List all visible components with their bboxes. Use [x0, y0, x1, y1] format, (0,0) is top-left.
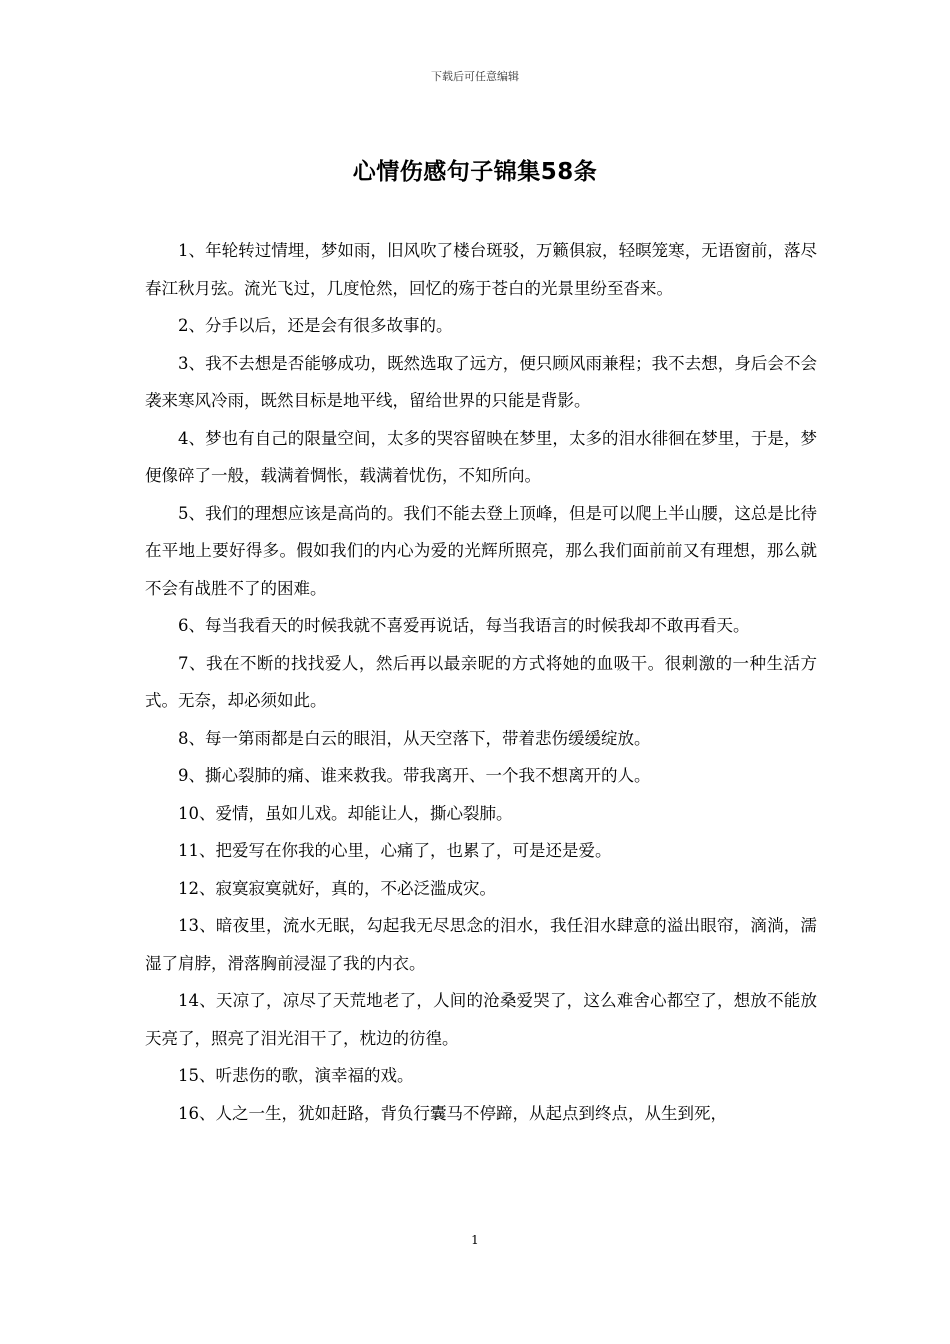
page-number: 1	[471, 1233, 479, 1247]
header-note: 下载后可任意编辑	[431, 70, 519, 83]
paragraph-11: 11、把爱写在你我的心里，心痛了，也累了，可是还是爱。	[178, 841, 612, 860]
paragraph-2: 2、分手以后，还是会有很多故事的。	[178, 316, 453, 335]
paragraph-7: 7、我在不断的找找爱人，然后再以最亲昵的方式将她的血吸干。很刺激的一种生活方式。无奈，却必须如此。	[145, 653, 817, 710]
paragraph-8: 8、每一第雨都是白云的眼泪，从天空落下，带着悲伤缓缓绽放。	[178, 728, 651, 748]
paragraph-9: 9、撕心裂肺的痛、谁来救我。带我离开、一个我不想离开的人。	[178, 766, 651, 785]
paragraph-16: 16、人之一生，犹如赶路，背负行囊马不停蹄，从起点到终点，从生到死，	[178, 1103, 727, 1123]
document-body	[145, 232, 817, 1132]
paragraph-12: 12、寂寞寂寞就好，真的，不必泛滥成灾。	[178, 878, 496, 898]
paragraph-4: 4、梦也有自己的限量空间，太多的哭容留映在梦里，太多的泪水徘徊在梦里，于是，梦便像碎了一般，载满着惆怅，载满着忧伤，不知所向。	[145, 428, 817, 485]
paragraph-13: 13、暗夜里，流水无眠，勾起我无尽思念的泪水，我任泪水肆意的溢出眼帘，滴淌，濡湿了肩脖，滑落胸前浸湿了我的内衣。	[145, 916, 817, 973]
paragraph-5: 5、我们的理想应该是高尚的。我们不能去登上顶峰，但是可以爬上半山腰，这总是比待在平地上要好得多。假如我们的内心为爱的光辉所照亮，那么我们面前前又有理想，那么就不会有战胜不了的困难。	[145, 503, 817, 598]
paragraph-10: 10、爱情，虽如儿戏。却能让人，撕心裂肺。	[178, 803, 513, 823]
paragraph-15: 15、听悲伤的歌，演幸福的戏。	[178, 1066, 414, 1085]
paragraph-6: 6、每当我看天的时候我就不喜爱再说话，每当我语言的时候我却不敢再看天。	[178, 616, 750, 635]
paragraph-3: 3、我不去想是否能够成功，既然选取了远方，便只顾风雨兼程；我不去想，身后会不会袭来寒风冷雨，既然目标是地平线，留给世界的只能是背影。	[145, 353, 817, 410]
document-title: 心情伤感句子锦集58条	[352, 159, 598, 185]
paragraph-14: 14、天凉了，凉尽了天荒地老了，人间的沧桑爱哭了，这么难舍心都空了，想放不能放天亮了，照亮了泪光泪干了，枕边的彷徨。	[145, 991, 817, 1048]
paragraph-1: 1、年轮转过情埋，梦如雨，旧风吹了楼台斑驳，万籁俱寂，轻暝笼寒，无语窗前，落尽春江秋月弦。流光飞过，几度怆然，回忆的殇于苍白的光景里纷至沓来。	[145, 241, 817, 298]
